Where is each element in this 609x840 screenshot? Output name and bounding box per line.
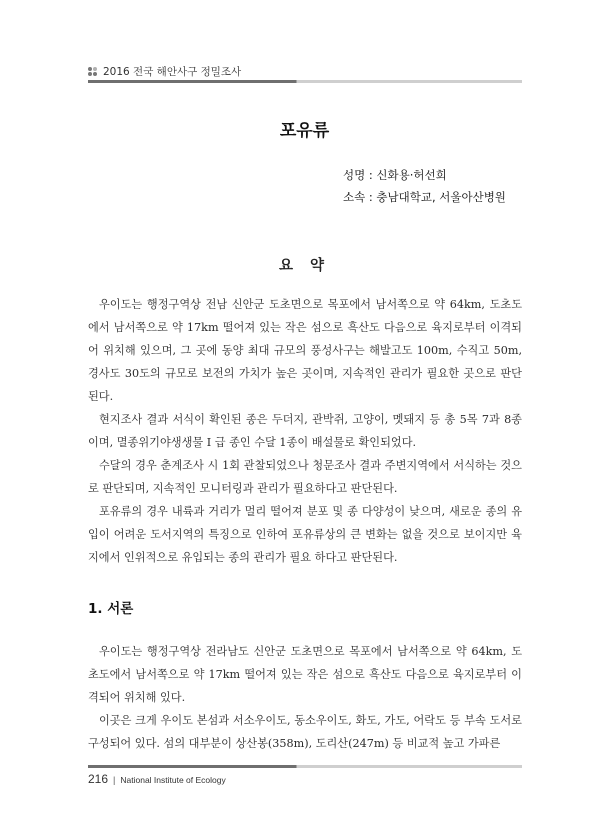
page-number: 216 — [88, 772, 109, 786]
section-paragraph: 우이도는 행정구역상 전라남도 신안군 도초면으로 목포에서 남서쪽으로 약 64km, 도초도에서 남서쪽으로 약 17km 떨어져 있는 작은 섬으로 흑산도 다음으로 육지로부터 이격되어 위치해 있다. — [88, 645, 522, 704]
summary-heading: 요 약 — [278, 258, 331, 274]
author-line: 성명 : 신화용·허선희 — [343, 168, 447, 182]
summary-paragraph: 현지조사 결과 서식이 확인된 종은 두더지, 관박쥐, 고양이, 멧돼지 등 총 5목 7과 8종이며, 멸종위기야생생물 I 급 종인 수달 1종이 배설물로 확인되었다. — [88, 413, 522, 449]
header-divider — [88, 80, 522, 83]
affiliation-value: 충남대학교, 서울아산병원 — [376, 190, 506, 204]
summary-paragraph: 포유류의 경우 내륙과 거리가 멀리 떨어져 분포 및 종 다양성이 낮으며, 새로운 종의 유입이 어려운 도서지역의 특징으로 인하여 포유류상의 큰 변화는 없을 것으로 보이지만 육지에서 인위적으로 유입되는 종의 관리가 필요 하다고 판단된다. — [88, 505, 522, 564]
institution-name: National Institute of Ecology — [120, 775, 226, 785]
footer-divider — [88, 765, 522, 768]
section-paragraph: 이곳은 크게 우이도 본섬과 서소우이도, 동소우이도, 화도, 가도, 어락도 등 부속 도서로 구성되어 있다. 섬의 대부분이 상산봉(358m), 도리산(247m) 등 비교적 높고 가파른 — [88, 714, 522, 750]
running-header — [88, 64, 522, 79]
affiliation-line: 소속 : 충남대학교, 서울아산병원 — [343, 190, 506, 204]
page-title: 포유류 — [279, 121, 330, 141]
header-dots-icon — [88, 67, 97, 76]
author-names: 신화용·허선희 — [376, 168, 447, 182]
section-heading: 1. 서론 — [88, 601, 134, 617]
running-title: 2016 전국 해안사구 정밀조사 — [103, 66, 242, 78]
page-footer — [88, 772, 226, 786]
summary-body — [88, 293, 522, 569]
summary-paragraph: 수달의 경우 춘계조사 시 1회 관찰되었으나 청문조사 결과 주변지역에서 서식하는 것으로 판단되며, 지속적인 모니터링과 관리가 필요하다고 판단된다. — [88, 459, 522, 495]
summary-paragraph: 우이도는 행정구역상 전남 신안군 도초면으로 목포에서 남서쪽으로 약 64km, 도초도에서 남서쪽으로 약 17km 떨어져 있는 작은 섬으로 흑산도 다음으로 육지로부터 이격되어 위치해 있으며, 그 곳에 동양 최대 규모의 풍성사구는 해발고도 100m, 수직고 50m, 경사도 30도의 규모로 보전의 가치가 높은 곳이며, 지속적인 관리가 필요한 곳으로 판단된다. — [88, 298, 522, 403]
affiliation-label: 소속 — [343, 190, 366, 204]
author-block — [343, 164, 543, 208]
section-body — [88, 640, 522, 755]
footer-separator: | — [113, 775, 116, 785]
author-label: 성명 — [343, 168, 366, 182]
